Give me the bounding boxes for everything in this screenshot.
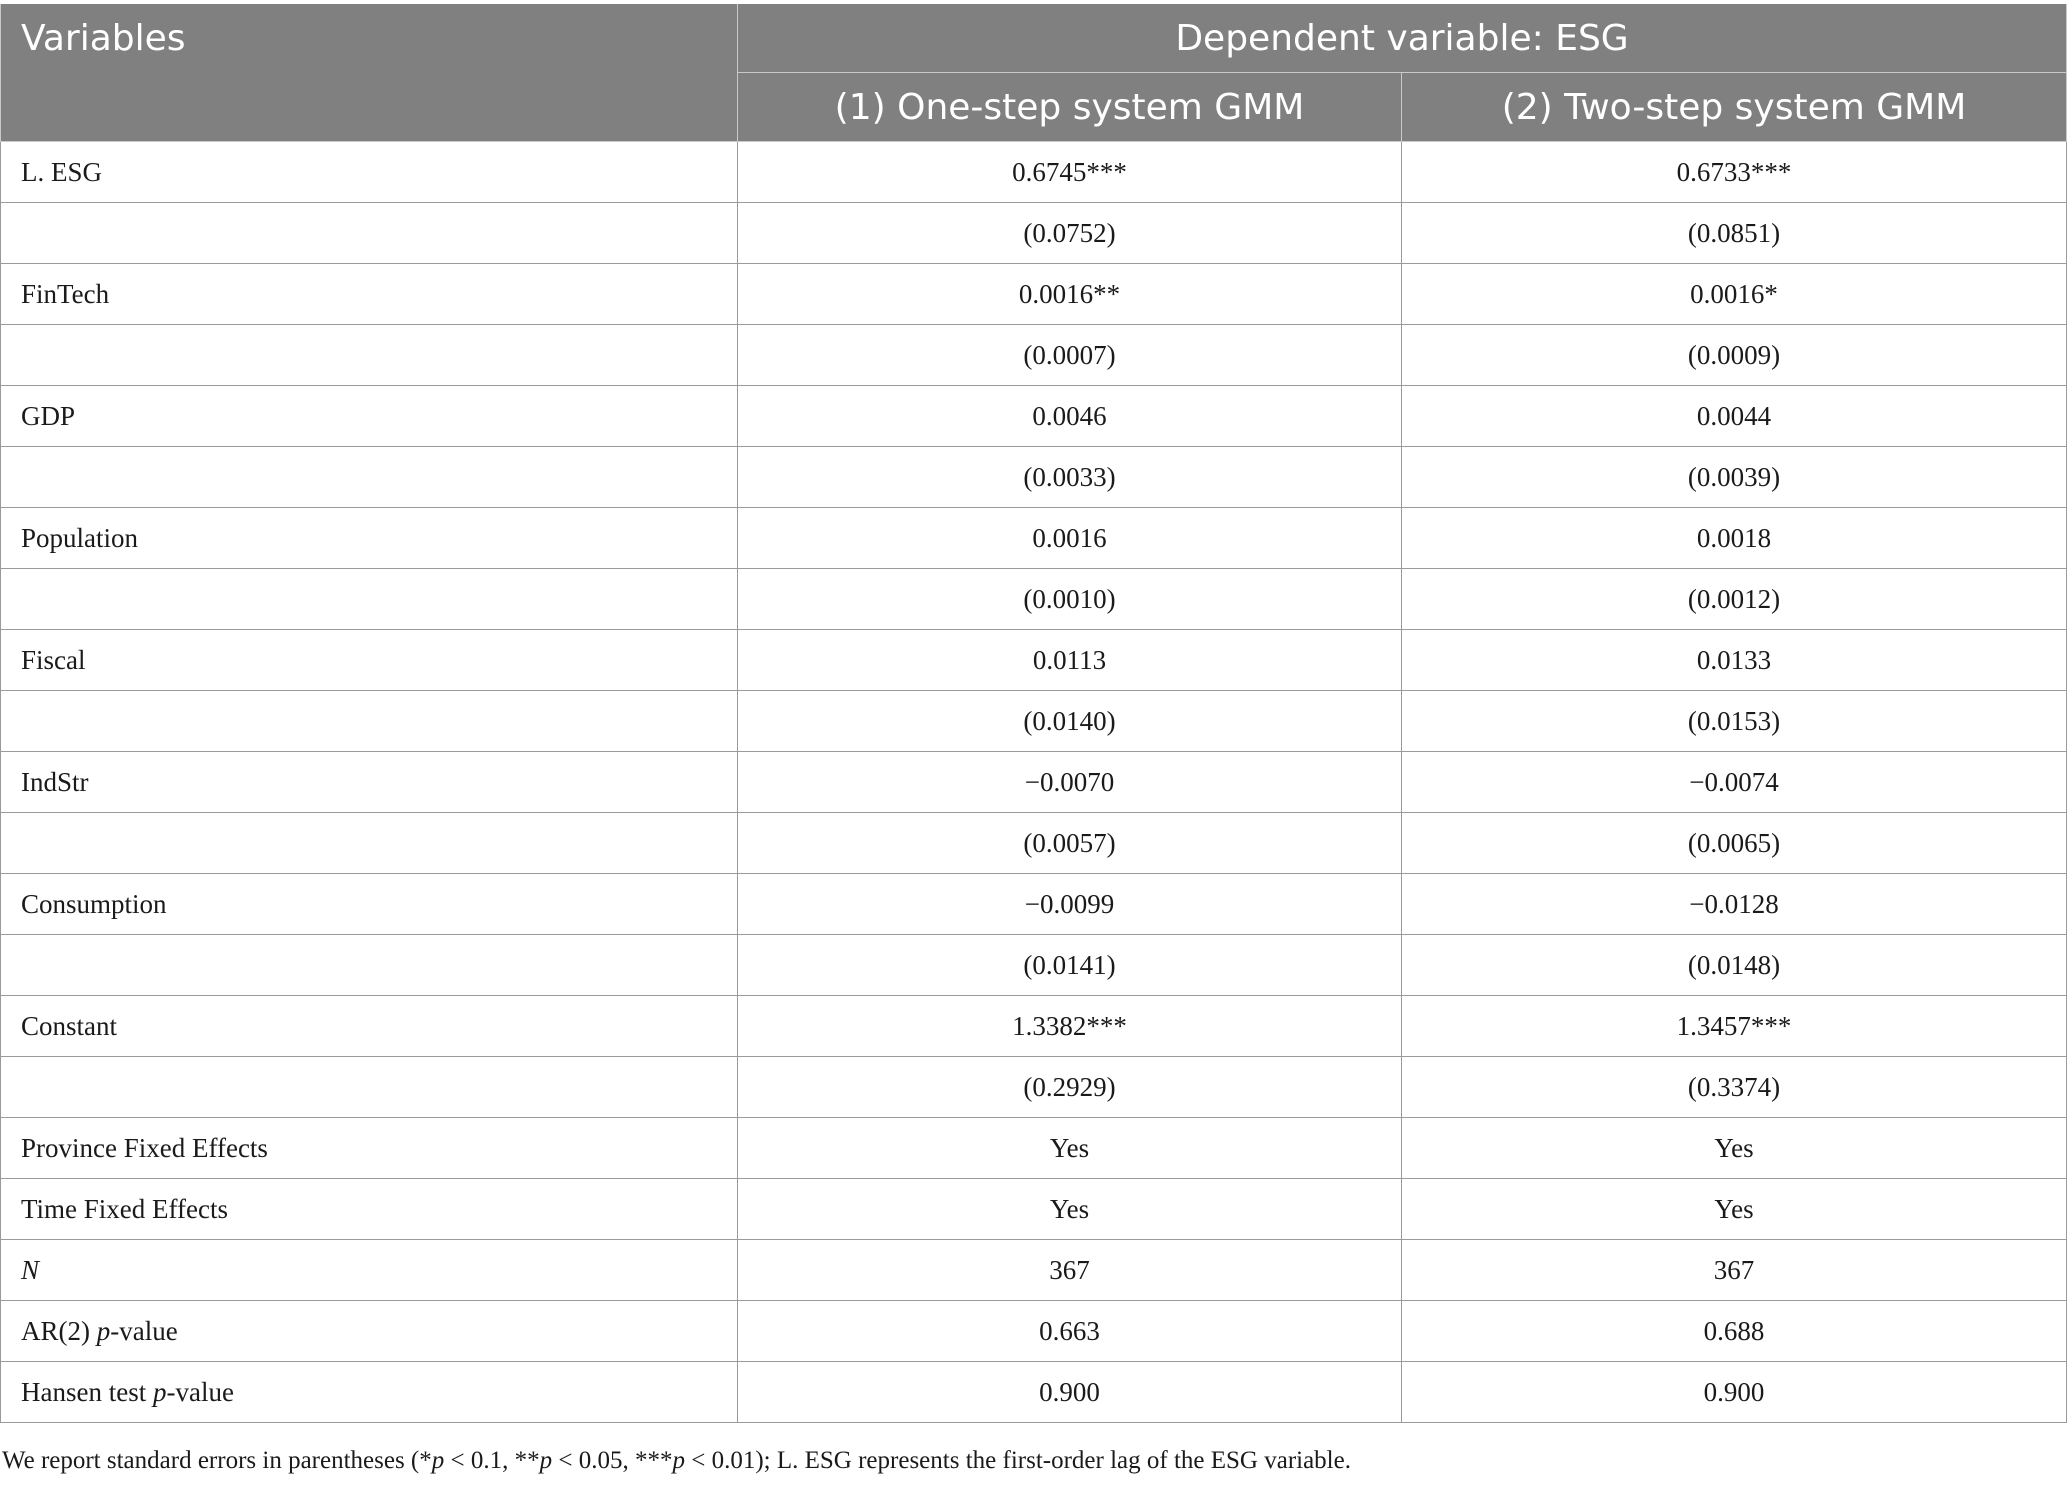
row-label: N bbox=[1, 1240, 738, 1301]
two-step-value: Yes bbox=[1402, 1179, 2067, 1240]
one-step-value: Yes bbox=[738, 1118, 1402, 1179]
two-step-value: Yes bbox=[1402, 1118, 2067, 1179]
two-step-std-error: (0.0851) bbox=[1402, 203, 2067, 264]
dependent-variable-header: Dependent variable: ESG bbox=[738, 4, 2067, 73]
one-step-value: 0.900 bbox=[738, 1362, 1402, 1423]
row-label: Consumption bbox=[1, 874, 738, 935]
table-row bbox=[1, 1118, 2067, 1179]
table-row bbox=[1, 264, 2067, 325]
two-step-std-error: (0.0153) bbox=[1402, 691, 2067, 752]
one-step-std-error: (0.0140) bbox=[738, 691, 1402, 752]
one-step-value: −0.0070 bbox=[738, 752, 1402, 813]
table-row bbox=[1, 447, 2067, 508]
table-row bbox=[1, 1240, 2067, 1301]
row-label-italic: p bbox=[152, 1376, 167, 1407]
two-step-std-error: (0.0039) bbox=[1402, 447, 2067, 508]
row-label-text: -value bbox=[110, 1315, 178, 1346]
row-label bbox=[1, 447, 738, 508]
row-label: GDP bbox=[1, 386, 738, 447]
two-step-value: 0.6733*** bbox=[1402, 142, 2067, 203]
row-label bbox=[1, 325, 738, 386]
footnote-text: We report standard errors in parentheses (* bbox=[2, 1447, 432, 1474]
footnote-italic-p: p bbox=[672, 1447, 685, 1474]
row-label bbox=[1, 935, 738, 996]
row-label bbox=[1, 813, 738, 874]
one-step-std-error: (0.2929) bbox=[738, 1057, 1402, 1118]
footnote-italic-p: p bbox=[539, 1447, 553, 1474]
two-step-value: 0.688 bbox=[1402, 1301, 2067, 1362]
row-label: Fiscal bbox=[1, 630, 738, 691]
one-step-value: 0.663 bbox=[738, 1301, 1402, 1362]
two-step-std-error: (0.0148) bbox=[1402, 935, 2067, 996]
two-step-value: 0.900 bbox=[1402, 1362, 2067, 1423]
one-step-std-error: (0.0141) bbox=[738, 935, 1402, 996]
table-row bbox=[1, 508, 2067, 569]
table-body bbox=[1, 142, 2067, 1423]
row-label: Constant bbox=[1, 996, 738, 1057]
two-step-std-error: (0.3374) bbox=[1402, 1057, 2067, 1118]
row-label: FinTech bbox=[1, 264, 738, 325]
one-step-std-error: (0.0010) bbox=[738, 569, 1402, 630]
row-label: Population bbox=[1, 508, 738, 569]
one-step-std-error: (0.0752) bbox=[738, 203, 1402, 264]
one-step-value: −0.0099 bbox=[738, 874, 1402, 935]
table-row bbox=[1, 1301, 2067, 1362]
two-step-std-error: (0.0012) bbox=[1402, 569, 2067, 630]
one-step-value: 0.6745*** bbox=[738, 142, 1402, 203]
two-step-value: 367 bbox=[1402, 1240, 2067, 1301]
row-label bbox=[1, 569, 738, 630]
row-label bbox=[1, 1301, 738, 1362]
table-row bbox=[1, 630, 2067, 691]
two-step-value: 0.0133 bbox=[1402, 630, 2067, 691]
table-row bbox=[1, 203, 2067, 264]
row-label bbox=[1, 691, 738, 752]
regression-table-container bbox=[0, 4, 2067, 1423]
two-step-value: 0.0016* bbox=[1402, 264, 2067, 325]
table-row bbox=[1, 691, 2067, 752]
row-label: L. ESG bbox=[1, 142, 738, 203]
row-label-text: -value bbox=[166, 1376, 234, 1407]
one-step-std-error: (0.0057) bbox=[738, 813, 1402, 874]
table-row bbox=[1, 935, 2067, 996]
two-step-value: 0.0044 bbox=[1402, 386, 2067, 447]
table-row bbox=[1, 752, 2067, 813]
table-row bbox=[1, 1179, 2067, 1240]
header-row-1 bbox=[1, 4, 2067, 73]
footnote-text: < 0.01); L. ESG represents the first-order lag of the ESG variable. bbox=[684, 1447, 1351, 1474]
table-row bbox=[1, 1362, 2067, 1423]
table-row bbox=[1, 386, 2067, 447]
column-2-header: (2) Two-step system GMM bbox=[1402, 73, 2067, 142]
row-label bbox=[1, 1057, 738, 1118]
one-step-value: 367 bbox=[738, 1240, 1402, 1301]
two-step-std-error: (0.0009) bbox=[1402, 325, 2067, 386]
two-step-value: −0.0074 bbox=[1402, 752, 2067, 813]
row-label: IndStr bbox=[1, 752, 738, 813]
two-step-value: −0.0128 bbox=[1402, 874, 2067, 935]
one-step-value: Yes bbox=[738, 1179, 1402, 1240]
row-label: Time Fixed Effects bbox=[1, 1179, 738, 1240]
table-row bbox=[1, 1057, 2067, 1118]
footnote-text: < 0.05, *** bbox=[552, 1447, 673, 1474]
two-step-value: 1.3457*** bbox=[1402, 996, 2067, 1057]
table-header bbox=[1, 4, 2067, 142]
one-step-value: 0.0113 bbox=[738, 630, 1402, 691]
footnote-text: < 0.1, ** bbox=[444, 1447, 540, 1474]
one-step-value: 1.3382*** bbox=[738, 996, 1402, 1057]
table-row bbox=[1, 142, 2067, 203]
row-label: Province Fixed Effects bbox=[1, 1118, 738, 1179]
table-footnote bbox=[2, 1447, 1351, 1475]
row-label-italic: p bbox=[96, 1315, 111, 1346]
one-step-value: 0.0016 bbox=[738, 508, 1402, 569]
two-step-std-error: (0.0065) bbox=[1402, 813, 2067, 874]
two-step-value: 0.0018 bbox=[1402, 508, 2067, 569]
footnote-italic-p: p bbox=[431, 1447, 445, 1474]
one-step-value: 0.0046 bbox=[738, 386, 1402, 447]
variables-header: Variables bbox=[1, 4, 738, 142]
column-1-header: (1) One-step system GMM bbox=[738, 73, 1402, 142]
table-row bbox=[1, 813, 2067, 874]
table-row bbox=[1, 325, 2067, 386]
row-label-text: AR(2) bbox=[21, 1315, 97, 1346]
one-step-std-error: (0.0033) bbox=[738, 447, 1402, 508]
one-step-std-error: (0.0007) bbox=[738, 325, 1402, 386]
table-row bbox=[1, 996, 2067, 1057]
row-label-text: Hansen test bbox=[21, 1376, 153, 1407]
regression-table bbox=[0, 4, 2067, 1423]
row-label bbox=[1, 203, 738, 264]
table-row bbox=[1, 874, 2067, 935]
one-step-value: 0.0016** bbox=[738, 264, 1402, 325]
table-row bbox=[1, 569, 2067, 630]
row-label bbox=[1, 1362, 738, 1423]
